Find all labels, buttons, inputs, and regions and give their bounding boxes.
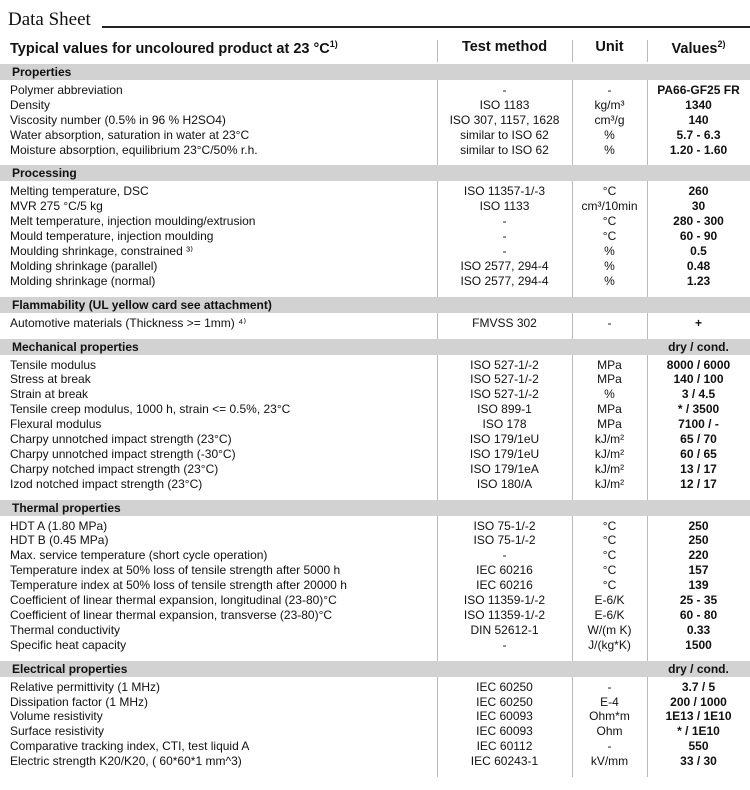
table-row: [0, 533, 750, 548]
test-method: -: [502, 637, 507, 652]
table-row: [0, 113, 750, 128]
test-method: ISO 179/1eA: [470, 461, 539, 476]
unit: MPa: [597, 357, 622, 372]
column-divider: [437, 677, 438, 777]
property-name: Molding shrinkage (normal): [10, 273, 156, 288]
section-rows: [0, 358, 750, 500]
table-row: [0, 680, 750, 695]
table-row: [0, 709, 750, 724]
table-row: [0, 372, 750, 387]
column-divider: [437, 181, 438, 296]
test-method: IEC 60216: [476, 578, 533, 593]
property-name: Tensile creep modulus, 1000 h, strain <= 0.5%, 23°C: [10, 402, 291, 417]
test-method: ISO 1183: [479, 97, 530, 112]
unit: %: [604, 244, 615, 259]
unit: °C: [602, 578, 617, 593]
table-row: [0, 695, 750, 710]
unit: cm³/10min: [581, 199, 638, 214]
value: 200 / 1000: [670, 694, 727, 709]
unit: MPa: [597, 372, 622, 387]
table-row: [0, 402, 750, 417]
test-method: ISO 11359-1/-2: [463, 593, 546, 608]
value: * / 3500: [677, 402, 720, 417]
value: 60 / 65: [680, 446, 717, 461]
value: +: [694, 315, 702, 330]
property-name: Mould temperature, injection moulding: [10, 229, 214, 244]
test-method: ISO 527-1/-2: [470, 372, 539, 387]
property-name: Surface resistivity: [10, 724, 105, 739]
test-method: DIN 52612-1: [470, 622, 539, 637]
test-method: similar to ISO 62: [460, 142, 549, 157]
unit: %: [604, 127, 615, 142]
value: 60 - 80: [679, 607, 718, 622]
section-rows: [0, 316, 750, 339]
section-header: [0, 165, 750, 181]
property-name: Comparative tracking index, CTI, test liquid A: [10, 739, 250, 754]
header-values-label: Values: [671, 40, 718, 57]
property-name: Viscosity number (0.5% in 96 % H2SO4): [10, 112, 226, 127]
table-row: [0, 608, 750, 623]
value: 60 - 90: [679, 229, 718, 244]
unit: °C: [602, 563, 617, 578]
property-name: Temperature index at 50% loss of tensile strength after 20000 h: [10, 578, 347, 593]
table-row: [0, 739, 750, 754]
value: 12 / 17: [680, 476, 717, 491]
column-divider: [647, 313, 648, 339]
property-name: Dissipation factor (1 MHz): [10, 694, 149, 709]
unit: kJ/m²: [594, 476, 625, 491]
footnote-ref: 1): [329, 39, 338, 49]
table-row: [0, 623, 750, 638]
property-name: Charpy unnotched impact strength (-30°C): [10, 446, 236, 461]
property-name: Volume resistivity: [10, 709, 103, 724]
unit: J/(kg*K): [588, 637, 631, 652]
test-method: ISO 11359-1/-2: [463, 607, 546, 622]
unit: cm³/g: [594, 112, 625, 127]
unit: -: [607, 315, 612, 330]
test-method: ISO 899-1: [477, 402, 532, 417]
value: 140 / 100: [673, 372, 724, 387]
table-row: [0, 214, 750, 229]
value: 1.20 - 1.60: [669, 142, 728, 157]
table-row: [0, 128, 750, 143]
value: 220: [688, 548, 709, 563]
table-row: [0, 638, 750, 653]
test-method: ISO 180/A: [476, 476, 533, 491]
value: 1E13 / 1E10: [665, 709, 732, 724]
table-row: [0, 387, 750, 402]
column-divider: [647, 181, 648, 296]
unit: -: [607, 739, 612, 754]
test-method: ISO 2577, 294-4: [460, 258, 549, 273]
test-method: IEC 60112: [476, 739, 533, 754]
property-name: Izod notched impact strength (23°C): [10, 476, 203, 491]
header-property-label: Typical values for uncoloured product at 23 °C: [10, 40, 330, 57]
value: PA66-GF25 FR: [657, 83, 740, 97]
unit: °C: [602, 518, 617, 533]
property-name: Moisture absorption, equilibrium 23°C/50% r.h.: [10, 142, 258, 157]
section-rows: [0, 519, 750, 661]
section-condition-label: dry / cond.: [668, 339, 729, 354]
section-title: Processing: [12, 166, 77, 181]
unit: %: [604, 258, 615, 273]
section-title: Electrical properties: [12, 661, 128, 676]
table-row: [0, 98, 750, 113]
unit: MPa: [597, 402, 622, 417]
value: 250: [688, 518, 709, 533]
property-name: Coefficient of linear thermal expansion, longitudinal (23-80)°C: [10, 593, 337, 608]
section-rows: [0, 680, 750, 777]
test-method: similar to ISO 62: [460, 127, 549, 142]
test-method: IEC 60250: [476, 679, 533, 694]
value: 0.48: [686, 258, 711, 273]
table-row: [0, 244, 750, 259]
value: 25 - 35: [679, 593, 718, 608]
section-header: [0, 297, 750, 313]
table-row: [0, 184, 750, 199]
section-condition-label: dry / cond.: [668, 661, 729, 676]
unit: %: [604, 387, 615, 402]
unit: -: [607, 679, 612, 694]
unit: °C: [602, 214, 617, 229]
value: 1340: [685, 97, 712, 112]
value: 8000 / 6000: [666, 357, 731, 372]
value: 1.23: [686, 273, 711, 288]
test-method: -: [502, 244, 507, 259]
property-name: Flexural modulus: [10, 417, 102, 432]
property-name: Moulding shrinkage, constrained ³⁾: [10, 244, 194, 259]
table-row: [0, 593, 750, 608]
table-row: [0, 578, 750, 593]
table-row: [0, 274, 750, 289]
column-divider: [647, 516, 648, 661]
header-property: [10, 39, 338, 57]
value: 0.5: [690, 244, 707, 259]
property-name: MVR 275 °C/5 kg: [10, 199, 103, 214]
unit: °C: [602, 229, 617, 244]
test-method: -: [502, 229, 507, 244]
test-method: IEC 60216: [476, 563, 533, 578]
unit: °C: [602, 548, 617, 563]
table-row: [0, 754, 750, 769]
table-row: [0, 519, 750, 534]
value: 30: [691, 199, 706, 214]
table-row: [0, 358, 750, 373]
value: 280 - 300: [673, 214, 724, 229]
test-method: ISO 307, 1157, 1628: [449, 112, 560, 127]
table-row: [0, 548, 750, 563]
test-method: ISO 527-1/-2: [470, 387, 539, 402]
test-method: -: [502, 548, 507, 563]
property-name: Stress at break: [10, 372, 91, 387]
data-table: [0, 64, 750, 777]
column-divider: [572, 80, 573, 165]
property-name: Charpy notched impact strength (23°C): [10, 461, 219, 476]
property-name: Coefficient of linear thermal expansion, transverse (23-80)°C: [10, 607, 333, 622]
property-name: HDT B (0.45 MPa): [10, 533, 109, 548]
value: 260: [688, 184, 709, 199]
column-divider: [572, 313, 573, 339]
table-row: [0, 259, 750, 274]
test-method: FMVSS 302: [472, 315, 537, 330]
column-divider: [572, 516, 573, 661]
unit: Ohm: [596, 724, 623, 739]
unit: E-6/K: [594, 607, 625, 622]
column-divider: [647, 40, 648, 62]
section-title: Thermal properties: [12, 500, 121, 515]
property-name: HDT A (1.80 MPa): [10, 518, 108, 533]
property-name: Density: [10, 97, 51, 112]
test-method: IEC 60093: [476, 724, 533, 739]
test-method: ISO 178: [482, 417, 527, 432]
unit: W/(m K): [587, 622, 632, 637]
footnote-ref: 2): [717, 39, 726, 49]
value: 139: [688, 578, 709, 593]
table-row: [0, 477, 750, 492]
table-row: [0, 199, 750, 214]
value: 3 / 4.5: [681, 387, 716, 402]
property-name: Melting temperature, DSC: [10, 184, 149, 199]
column-divider: [647, 677, 648, 777]
property-name: Water absorption, saturation in water at 23°C: [10, 127, 250, 142]
value: 7100 / -: [678, 417, 719, 432]
property-name: Thermal conductivity: [10, 622, 121, 637]
property-name: Max. service temperature (short cycle operation): [10, 548, 268, 563]
value: 0.33: [686, 622, 711, 637]
column-divider: [572, 355, 573, 500]
section-title: Flammability (UL yellow card see attachment): [12, 297, 272, 312]
test-method: IEC 60243-1: [470, 754, 539, 769]
section-title: Mechanical properties: [12, 339, 139, 354]
test-method: ISO 75-1/-2: [473, 533, 536, 548]
unit: %: [604, 142, 615, 157]
section-header: [0, 661, 750, 677]
value: 65 / 70: [680, 432, 717, 447]
property-name: Strain at break: [10, 387, 89, 402]
unit: kJ/m²: [594, 432, 625, 447]
value: 1500: [685, 637, 712, 652]
table-header: [0, 38, 750, 62]
property-name: Molding shrinkage (parallel): [10, 258, 158, 273]
column-divider: [437, 80, 438, 165]
unit: °C: [602, 533, 617, 548]
header-unit: Unit: [595, 39, 624, 55]
test-method: IEC 60093: [476, 709, 533, 724]
table-row: [0, 143, 750, 158]
value: 157: [688, 563, 709, 578]
property-name: Electric strength K20/K20, ( 60*60*1 mm^3): [10, 754, 242, 769]
property-name: Charpy unnotched impact strength (23°C): [10, 432, 232, 447]
value: 13 / 17: [680, 461, 717, 476]
document-title: Data Sheet: [8, 9, 91, 30]
test-method: ISO 527-1/-2: [470, 357, 539, 372]
section-rows: [0, 83, 750, 165]
table-row: [0, 316, 750, 331]
unit: %: [604, 273, 615, 288]
section-rows: [0, 184, 750, 296]
test-method: ISO 2577, 294-4: [460, 273, 549, 288]
value: 550: [688, 739, 709, 754]
value: 250: [688, 533, 709, 548]
unit: °C: [602, 184, 617, 199]
unit: kV/mm: [590, 754, 629, 769]
column-divider: [437, 516, 438, 661]
column-divider: [572, 677, 573, 777]
value: 5.7 - 6.3: [676, 127, 721, 142]
header-values: [647, 39, 750, 57]
test-method: -: [502, 214, 507, 229]
table-row: [0, 83, 750, 98]
test-method: ISO 179/1eU: [469, 446, 540, 461]
table-row: [0, 447, 750, 462]
property-name: Tensile modulus: [10, 357, 97, 372]
table-row: [0, 462, 750, 477]
property-name: Temperature index at 50% loss of tensile strength after 5000 h: [10, 563, 341, 578]
table-row: [0, 417, 750, 432]
column-divider: [647, 355, 648, 500]
property-name: Polymer abbreviation: [10, 83, 123, 97]
value: 3.7 / 5: [681, 679, 716, 694]
unit: kJ/m²: [594, 461, 625, 476]
section-header: [0, 339, 750, 355]
unit: kg/m³: [594, 97, 625, 112]
column-divider: [437, 313, 438, 339]
table-row: [0, 563, 750, 578]
property-name: Specific heat capacity: [10, 637, 127, 652]
unit: Ohm*m: [589, 709, 630, 724]
test-method: ISO 11357-1/-3: [463, 184, 546, 199]
column-divider: [437, 355, 438, 500]
value: 33 / 30: [680, 754, 717, 769]
table-row: [0, 229, 750, 244]
title-underline: [102, 26, 750, 28]
unit: MPa: [597, 417, 622, 432]
value: * / 1E10: [677, 724, 720, 739]
section-header: [0, 64, 750, 80]
column-divider: [437, 40, 438, 62]
property-name: Relative permittivity (1 MHz): [10, 679, 161, 694]
unit: E-6/K: [594, 593, 625, 608]
table-row: [0, 724, 750, 739]
column-divider: [572, 181, 573, 296]
test-method: ISO 75-1/-2: [473, 518, 536, 533]
test-method: -: [502, 83, 507, 97]
property-name: Automotive materials (Thickness >= 1mm) ⁴⁾: [10, 315, 247, 330]
table-row: [0, 432, 750, 447]
column-divider: [572, 40, 573, 62]
section-header: [0, 500, 750, 516]
column-divider: [647, 80, 648, 165]
unit: kJ/m²: [594, 446, 625, 461]
test-method: ISO 179/1eU: [469, 432, 540, 447]
test-method: ISO 1133: [479, 199, 530, 214]
property-name: Melt temperature, injection moulding/extrusion: [10, 214, 256, 229]
header-test-method: Test method: [461, 39, 548, 55]
unit: E-4: [600, 694, 619, 709]
test-method: IEC 60250: [476, 694, 533, 709]
unit: -: [607, 83, 612, 97]
section-title: Properties: [12, 65, 72, 79]
value: 140: [688, 112, 709, 127]
